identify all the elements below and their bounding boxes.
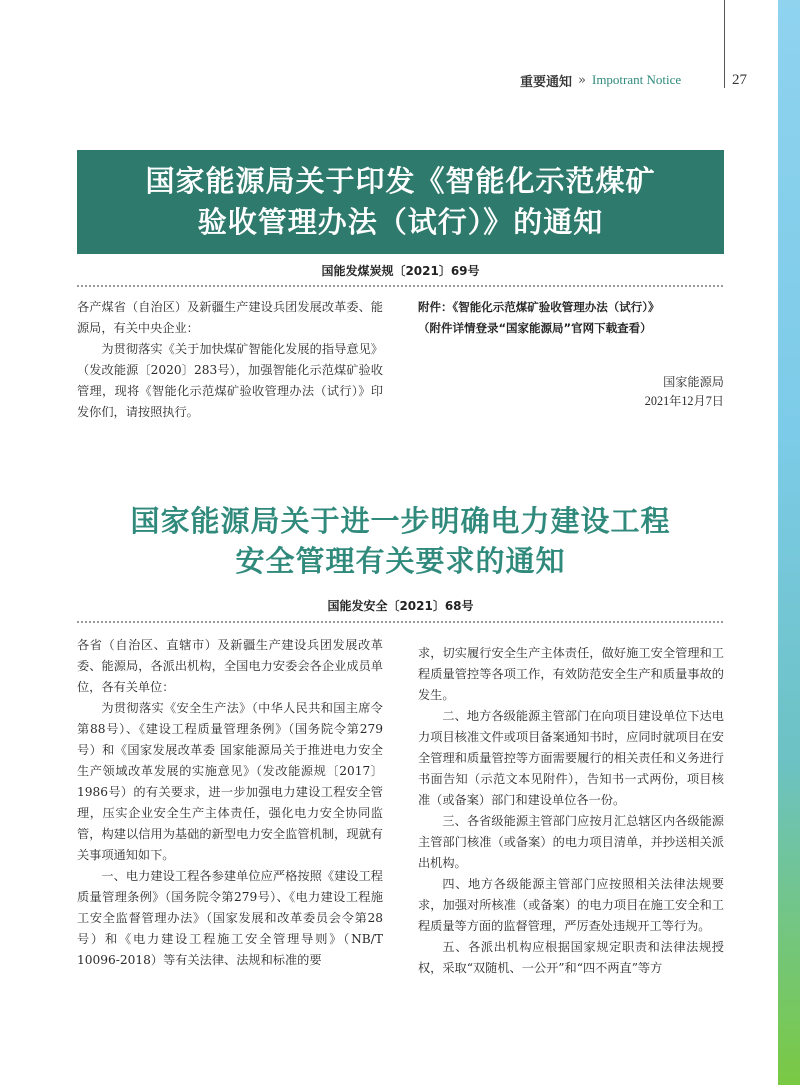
notice1-doc-number: 国能发煤炭规〔2021〕69号 bbox=[321, 264, 480, 278]
notice2-paragraph: 求，切实履行安全生产主体责任，做好施工安全管理和工程质量管控等各项工作，有效防范安全生产和质量事故的发生。 bbox=[418, 646, 724, 702]
dotted-divider bbox=[77, 621, 724, 623]
page-number: 27 bbox=[732, 71, 747, 88]
notice1-signer: 国家能源局 bbox=[663, 375, 724, 389]
notice2-paragraph: 二、地方各级能源主管部门在向项目建设单位下达电力项目核准文件或项目备案通知书时，应同时就项目在安全管理和质量管控等方面需要履行的相关责任和义务进行书面告知（示范文本见附件），告知书一式两份，项目核准（或备案）部门和建设单位各一份。 bbox=[418, 709, 724, 807]
notice2-paragraph: 四、地方各级能源主管部门应按照相关法律法规要求，加强对所核准（或备案）的电力项目在施工安全和工程质量等方面的监督管理，严厉查处违规开工等行为。 bbox=[418, 877, 724, 933]
notice1-date: 2021年12月7日 bbox=[644, 394, 724, 408]
notice2-paragraph: 一、电力建设工程各参建单位应严格按照《建设工程质量管理条例》（国务院令第279号）、《电力建设工程施工安全监督管理办法》（国家发展和改革委员会令第28号）和《电力建设工程施工安全管理导则》（NB/T 10096-2018）等有关法律、法规和标准的要 bbox=[77, 869, 383, 967]
notice2-right-column bbox=[418, 643, 724, 979]
annex-note: （附件详情登录“国家能源局”官网下载查看） bbox=[418, 321, 652, 335]
notice1-title-line1: 国家能源局关于印发《智能化示范煤矿 bbox=[145, 164, 656, 198]
notice2-title-line2: 安全管理有关要求的通知 bbox=[235, 544, 566, 578]
notice2-paragraph: 五、各派出机构应根据国家规定职责和法律法规授权，采取“双随机、一公开”和“四不两直”等方 bbox=[418, 940, 724, 975]
running-header bbox=[520, 70, 747, 90]
annex-title: 附件：《智能化示范煤矿验收管理办法（试行）》 bbox=[418, 300, 660, 314]
notice2-left-column bbox=[77, 635, 383, 971]
section-label-en: Impotrant Notice bbox=[591, 72, 682, 87]
notice2-salutation: 各省（自治区、直辖市）及新疆生产建设兵团发展改革委、能源局，各派出机构，全国电力安委会各企业成员单位，各有关单位： bbox=[77, 638, 383, 694]
notice2-title-line1: 国家能源局关于进一步明确电力建设工程 bbox=[130, 504, 671, 538]
notice2-title bbox=[77, 501, 724, 581]
decorative-side-bar bbox=[778, 0, 800, 1085]
notice1-body bbox=[77, 297, 383, 423]
notice1-paragraph: 为贯彻落实《关于加快煤矿智能化发展的指导意见》（发改能源〔2020〕283号），加强智能化示范煤矿验收管理，现将《智能化示范煤矿验收管理办法（试行）》印发你们，请按照执行。 bbox=[77, 342, 383, 419]
notice1-title-banner bbox=[77, 150, 724, 254]
notice1-salutation: 各产煤省（自治区）及新疆生产建设兵团发展改革委、能源局，有关中央企业： bbox=[77, 300, 383, 335]
chevron-icon: » bbox=[578, 72, 586, 88]
section-label: 重要通知 bbox=[520, 74, 573, 90]
notice2-paragraph: 三、各省级能源主管部门应按月汇总辖区内各级能源主管部门核准（或备案）的电力项目清单，并抄送相关派出机构。 bbox=[418, 814, 724, 870]
dotted-divider bbox=[77, 285, 724, 287]
notice1-annex bbox=[418, 297, 724, 339]
header-divider bbox=[724, 0, 725, 88]
notice2-doc-number: 国能发安全〔2021〕68号 bbox=[327, 599, 474, 613]
notice1-title-line2: 验收管理办法（试行）》的通知 bbox=[197, 205, 604, 239]
notice2-paragraph: 为贯彻落实《安全生产法》（中华人民共和国主席令第88号）、《建设工程质量管理条例》（国务院令第279号）和《国家发展改革委 国家能源局关于推进电力安全生产领域改革发展的实施意见》（发改能源规〔2017〕1986号）的有关要求，进一步加强电力建设工程安全管理，压实企业安全生产主体责任，强化电力安全协同监管，构建以信用为基础的新型电力安全监管机制，现就有关事项通知如下。 bbox=[77, 701, 383, 862]
